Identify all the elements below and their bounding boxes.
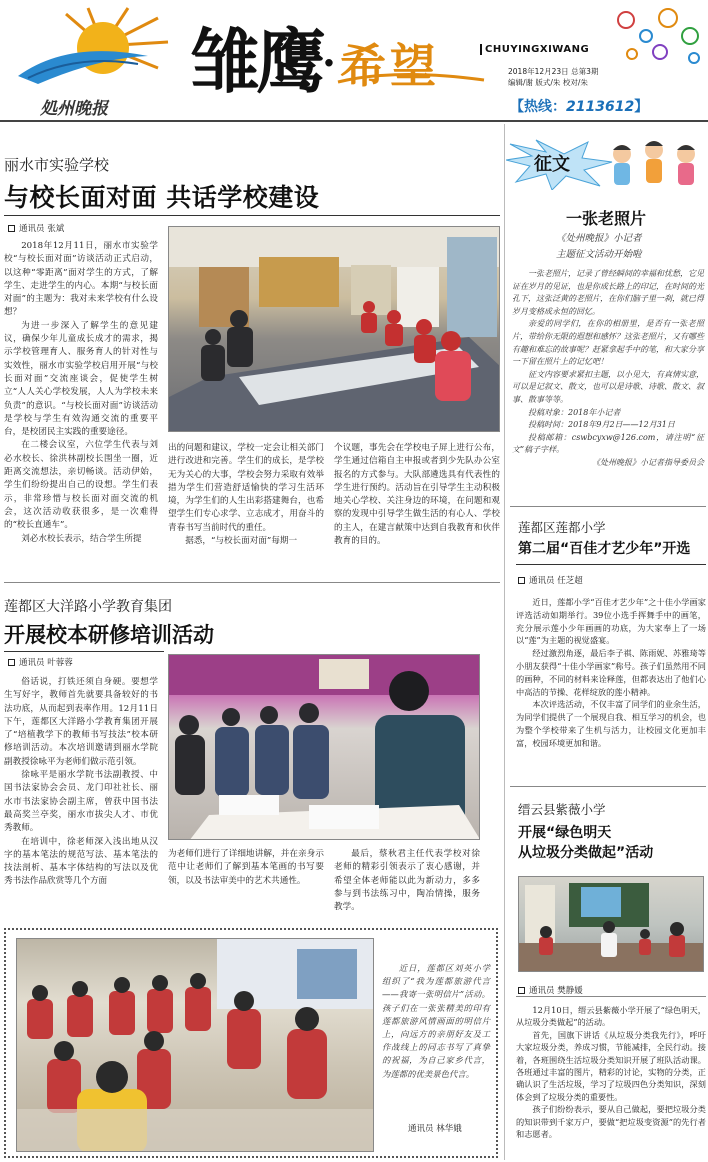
paragraph: 投稿对象：2018年小记者 <box>528 407 621 417</box>
editor-line: 编辑/谢 版式/朱 校对/朱 <box>508 78 588 87</box>
paragraph: 近日，莲都小学“百佳才艺少年”之十佳小学画家评选活动如期举行。39位小选手挥舞手中的画笔，充分展示莲小少年画画的功底，为大家奉上了一场以“莲”为主题的视觉盛宴。 <box>516 597 706 646</box>
paragraph: 投稿时间：2018年9月2日——12月31日 <box>528 420 675 430</box>
article4-body <box>516 596 706 750</box>
paragraph: 12月10日，缙云县紫薇小学开展了“绿色明天，从垃圾分类做起”的活动。 <box>516 1005 706 1028</box>
divider <box>516 996 706 997</box>
hotline-number: 2113612 <box>566 99 635 115</box>
paragraph: 本次评选活动，不仅丰富了同学们的业余生活，为同学们提供了一个展现自我、相互学习的机会，也为整个学校带来了生机与活力，让校园文化更加丰富，校园环境更加和谐。 <box>516 699 706 748</box>
article2-column2 <box>168 848 324 888</box>
divider <box>4 582 500 583</box>
article1-kicker: 丽水市实验学校 <box>4 156 110 174</box>
article2-column3 <box>334 848 480 914</box>
masthead-title-dot: · <box>322 40 336 87</box>
article2-column1 <box>4 676 158 889</box>
paragraph: 在培训中，徐老师深入浅出地从汉字的基本笔法的规范写法、基本笔法的技法剖析、基本字体结构的写法以及优秀书法作品欣赏等几个方面 <box>4 836 158 887</box>
article2-headline: 开展校本研修培训活动 <box>4 623 214 647</box>
garbage-class-photo <box>518 876 704 972</box>
masthead-pinyin: CHUYINGXIWANG <box>480 44 589 55</box>
paragraph: 近日，莲都区刘英小学组织了“我为莲都旅游代言——我寄一张明信片”活动。孩子们在一张张精美的印有莲都旅游风情画面的明信片上，向远方的亲朋好友及工作战线上的同志书写了真挚的祝福，为自己家乡代言，为莲都的优美景色代言。 <box>382 963 490 1079</box>
article1-column2 <box>168 442 324 548</box>
paragraph: 《处州晚报》小记者指导委员会 <box>592 457 704 467</box>
paragraph: 徐咏平是丽水学院书法副教授、中国书法家协会会员、龙门印社社长、丽水市书法家协会副主席，曾获中国书法最高奖兰亭奖，丽水市拔尖人才、市优秀教师。 <box>4 770 158 834</box>
issue-date: 2018年12月23日 <box>508 67 569 76</box>
divider <box>4 215 500 216</box>
newspaper-logo: 処州晚报 <box>40 99 108 119</box>
divider <box>516 564 706 565</box>
zhengwen-badge: 征文 <box>534 154 570 175</box>
postcard-article-text <box>382 962 490 1081</box>
paragraph: 最后，蔡秋君主任代表学校对徐老师的精彩引领表示了衷心感谢，并希望全体老师能以此为新动力，多多参与到书法练习中，陶冶情操，服务教学。 <box>334 849 480 913</box>
zhengwen-subtitle1: 《处州晚报》小记者 <box>556 233 642 244</box>
column-divider <box>504 124 505 1160</box>
article4-byline: 通讯员 任芝超 <box>518 574 583 586</box>
article4-kicker: 莲都区莲都小学 <box>518 520 606 535</box>
article5-body <box>516 1004 706 1140</box>
paragraph: 孩子们纷纷表示，要从自己做起，要把垃圾分类的知识带到千家万户，要做“把垃圾变资源”的先行者和志愿者。 <box>516 1104 706 1140</box>
article5-byline: 通讯员 樊静媛 <box>518 984 583 996</box>
divider <box>510 506 706 507</box>
hotline: 【热线：2113612】 <box>510 99 649 115</box>
paragraph: 征文内容要求紧扣主题，以小见大，有真情实意，可以是记叙文、散文，也可以是诗歌、诗歌、散文、叙事、散事等等。 <box>512 369 704 404</box>
classroom-photo <box>16 938 374 1152</box>
article2-kicker: 莲都区大洋路小学教育集团 <box>4 599 172 615</box>
article3-byline: 通讯员 林华娥 <box>408 1124 462 1134</box>
zhengwen-title: 一张老照片 <box>566 209 647 228</box>
paragraph: 亲爱的同学们，在你的相册里，是否有一张老照片，带给你无限的遐想和感怀？这张老照片，又有哪些有趣和难忘的故事呢？赶紧拿起手中的笔，和大家分享一下留在照片上的记忆吧！ <box>512 319 704 367</box>
article1-headline: 与校长面对面 共话学校建设 <box>4 183 320 212</box>
paragraph: 据悉，“与校长面对面”每期一 <box>185 536 298 547</box>
swirl-decoration-icon <box>336 70 486 90</box>
meeting-photo <box>168 226 500 432</box>
issue-info <box>508 66 598 88</box>
paragraph: 投稿邮箱：cswbcyxw@126.com，请注明“征文”稿子字样。 <box>512 432 704 455</box>
zhengwen-body <box>512 268 704 470</box>
postcard-article-box <box>4 928 498 1158</box>
paragraph: 2018年12月11日，丽水市实验学校“与校长面对面”访谈活动正式启动，以这种“零距离”面对学生的方式，了解学生、走进学生的内心。本期“与校长面对面”的主题为：我对未来学校有什么设想？ <box>4 241 158 318</box>
masthead <box>0 0 708 122</box>
article2-byline: 通讯员 叶蓉蓉 <box>8 656 73 668</box>
training-photo <box>168 654 480 840</box>
masthead-title-second: 希望 <box>340 39 440 93</box>
paragraph: 个议题，事先会在学校电子屏上进行公布，学生通过信箱自主申报或者到少先队办公室报名的方式参与。大队部遴选具有代表性的学生进行预约。活动旨在引导学生主动积极地关心学校、关注身边的环境，在问题和观察的发现中引导学生做生活的有心人、学校的主人，在建言献策中达到自我教育和伙伴教育的目的。 <box>334 443 500 547</box>
sun-logo-icon <box>8 6 178 88</box>
paragraph: 首先，国旗下讲话《从垃圾分类我先行》，呼吁大家垃圾分类，养成习惯，节能减排，全民行动。接着，各班围绕生活垃圾分类知识开展了班队活动课。各班通过丰富的图片，精彩的讨论，实物的分类，正确认识了生活垃圾，学习了垃圾四色分类知识，深刻体会到了垃圾分类的重要性。 <box>516 1029 706 1102</box>
paragraph: 为老师们进行了详细地讲解，并在亲身示范中让老师们了解到基本笔画的书写要领，以及书法审美中的艺术共通性。 <box>168 849 324 886</box>
article5-kicker: 缙云县紫薇小学 <box>518 802 606 817</box>
paragraph: 出的问题和建议，学校一定会让相关部门进行改进和完善。学生们的成长，是学校无为关心的大事，学校会努力采取有效举措为学生们营造舒适愉快的学习生活环境，为学生们的人生出彩搭建舞台，也希望学生们专心求学、立志成才，用奋斗的青春书写当前时代的重任。 <box>168 443 324 533</box>
article1-column1 <box>4 240 158 546</box>
paragraph: 一张老照片，记录了曾经瞬间的幸福和忧愁，它见证在岁月的见证，也是你成长路上的印记，在时间的光孔下，这张泛黄的老照片，在你们脑子里一刹，就已得岁月变格成永恒的回忆。 <box>512 269 704 316</box>
issue-number: 总第3期 <box>571 67 599 76</box>
paragraph: 在二楼会议室，六位学生代表与刘必水校长、徐洪林副校长围坐一圈，近距离交流想法，亲切畅谈。活动伊始，学生们纷纷提出自己的设想。学生们表示，非常珍惜与校长面对面交流的机会，这次活动收获很多，是一次难得的“校长直通车”。 <box>4 440 158 531</box>
bubbles-decoration-icon <box>612 6 704 68</box>
article5-headline-line2: 从垃圾分类做起”活动 <box>518 845 654 861</box>
paragraph: 刘必水校长表示，结合学生所提 <box>21 533 142 544</box>
paragraph: 经过激烈角逐，最后李子祺、陈雨妮、苏雅琦等小朋友获得“十佳小学画家”称号。孩子们虽然用不同的画种，不同的材料来诠释莲，但都表达出了他们心中高洁的节操、花样绽放的莲小精神。 <box>516 648 706 697</box>
article1-column3 <box>334 442 500 548</box>
paragraph: 俗话说，打铁还须自身硬。要想学生写好字，教师首先就要具备较好的书法功底，从而起到表率作用。12月11日下午，莲都区大洋路小学教育集团开展了“培植教学下的教师书写技法”校本研修培训活动。本次培训邀请到丽水学院副教授徐咏平为老师们做示范引领。 <box>4 677 158 767</box>
kids-illustration-icon <box>606 138 702 194</box>
divider <box>4 651 164 652</box>
masthead-title-main: 雏鹰 <box>190 21 322 103</box>
article5-headline-line1: 开展“绿色明天 <box>518 825 612 841</box>
divider <box>510 786 706 787</box>
zhengwen-subtitle2: 主题征文活动开始啦 <box>556 249 642 260</box>
article1-byline: 通讯员 张斌 <box>8 222 64 234</box>
article4-headline: 第二届“百佳才艺少年”开选 <box>518 541 691 557</box>
paragraph: 为进一步深入了解学生的意见建议，确保少年儿童成长成才的需求，揭示学校管理育人、服务育人的针对性与实效性，丽水市实验学校启用开展“与校长面对面”交流座谈会，促使学生树立“人人关心学校发展，人人为学校未来负责”的意识。“与校长面对面”访谈活动是学校与学生有效沟通交流的重要平台，是校团民主实践的重要途径。 <box>4 320 158 438</box>
